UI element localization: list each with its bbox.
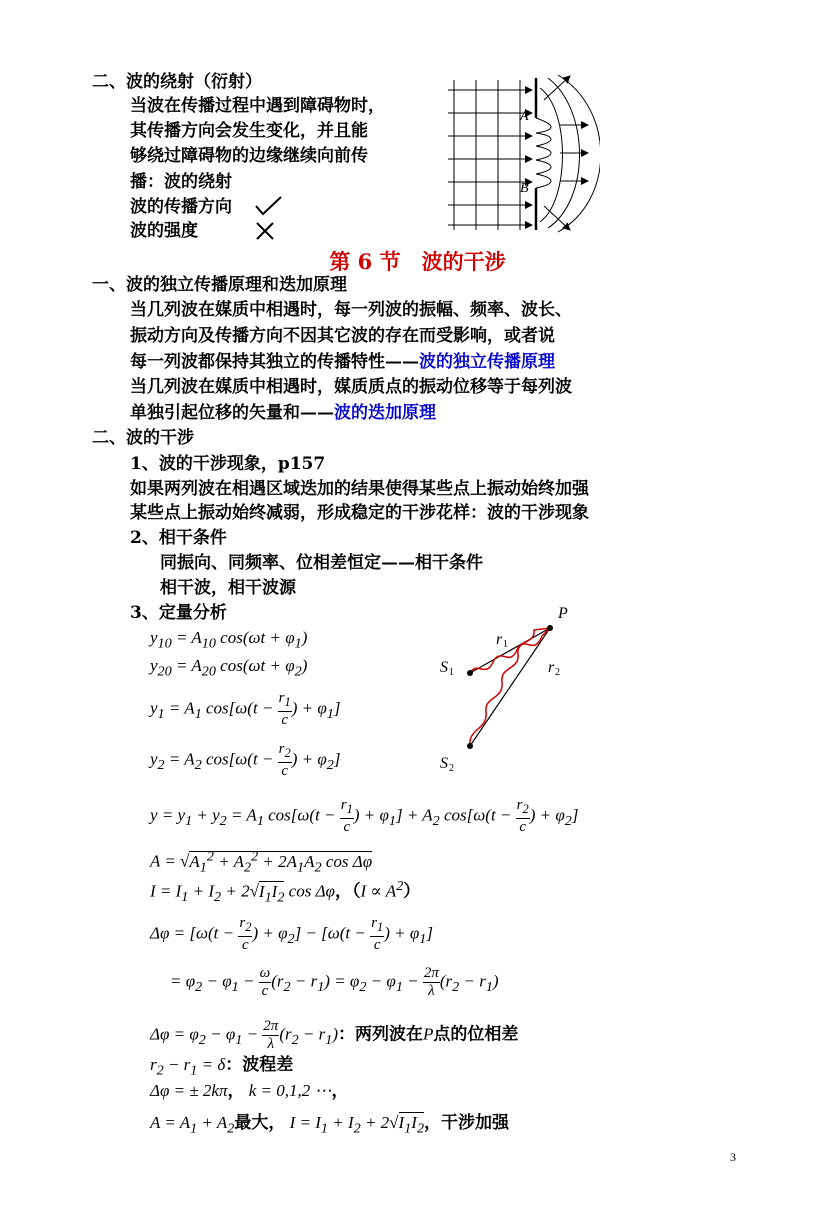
check-mark-icon — [254, 194, 284, 218]
equation-y-sum: $y = y_1 + y_2 = A_1$ cos[ω(t − $\frac{r_1}{c}$ ) + $\varphi_1] + A_2$ cos[ω(t − $\frac{r_2}{c}$ ) + $\varphi_2$] — [150, 797, 579, 835]
independence-heading: 一、波的独立传播原理和迭加原理 — [92, 275, 347, 295]
equation-y10: $y_{10} = A_{10}$ $\cos(\omega t + \varphi_1)$ — [150, 628, 308, 652]
equation-y2: $y_2 = A_2$ cos[ω(t − $\frac{r_2}{c}$ ) + $\varphi_2$] — [150, 741, 341, 779]
interference-heading: 二、波的干涉 — [92, 428, 194, 448]
fig-label-s2: S — [440, 755, 448, 772]
equation-intensity: $I = I_1 + I_2 + 2√I_1I_2$ cos Δφ，$(I \propto A^2)$ — [150, 878, 421, 906]
equation-phase-2: = $\varphi_2 - \varphi_1$ − $\frac{\omega}{c}$ $(r_2 - r_1) = \varphi_2 - \varphi_1$ − $\frac{2\pi}{\lambda}$ $(r_2 - r_1)$ — [170, 965, 499, 999]
fig-label-r1: r — [496, 631, 503, 648]
independence-line-4: 当几列波在媒质中相遇时，媒质质点的振动位移等于每列波 — [130, 377, 572, 397]
cross-mark-icon — [254, 220, 276, 242]
diffraction-diagram — [440, 70, 600, 235]
section-title: 第 6 节 波的干涉 — [329, 249, 506, 274]
interference-sub3: 3、定量分析 — [130, 603, 227, 623]
fig-label-p: P — [558, 605, 568, 622]
equation-y1: $y_1 = A_1$ cos[ω(t − $\frac{r_1}{c}$ ) + $\varphi_1$] — [150, 690, 341, 728]
intensity-label: 波的强度 — [130, 221, 198, 241]
direction-label: 波的传播方向 — [130, 197, 232, 217]
equation-phase-1: Δφ = [ω(t − $\frac{r_2}{c}$ ) + $\varphi_2] - [\omega(t$ − $\frac{r_1}{c}$ ) + $\varphi_1$] — [150, 915, 433, 953]
interference-diagram — [438, 600, 578, 775]
equation-phase-diff: $\Delta\varphi = \varphi_2 - \varphi_1$ − $\frac{2\pi}{\lambda}$ $(r_2 - r_1)$：两列波在P点的位相差 — [150, 1018, 519, 1052]
diffraction-line-1: 当波在传播过程中遇到障碍物时， — [130, 96, 385, 116]
interference-sub1-line1: 如果两列波在相遇区域迭加的结果使得某些点上振动始终加强 — [130, 479, 589, 499]
interference-sub2-line2: 相干波，相干波源 — [160, 578, 296, 598]
diffraction-heading: 二、波的绕射（衍射） — [92, 72, 262, 92]
fig-label-a: A — [520, 109, 529, 124]
svg-text:2: 2 — [449, 763, 454, 774]
equation-max: $A = A_1 + A_2$最大， $I = I_1 + I_2 + 2√I_1I_2$，干涉加强 — [150, 1113, 510, 1137]
equation-amplitude: $A = √A_1^2 + A_2^2 + 2A_1A_2$ cos Δφ — [150, 848, 373, 876]
interference-sub1-line2: 某些点上振动始终减弱，形成稳定的干涉花样：波的干涉现象 — [130, 503, 589, 523]
page-number: 3 — [730, 1150, 736, 1164]
independence-line-3: 每一列波都保持其独立的传播特性——波的独立传播原理 — [130, 352, 555, 372]
svg-text:1: 1 — [503, 639, 508, 650]
diffraction-line-3: 够绕过障碍物的边缘继续向前传 — [130, 146, 368, 166]
fig-label-b: B — [520, 181, 529, 196]
equation-condition: Δφ = ± 2kπ， k = 0,1,2 ⋯， — [150, 1081, 349, 1100]
independence-line-1: 当几列波在媒质中相遇时，每一列波的振幅、频率、波长、 — [130, 300, 572, 320]
fig-label-s1: S — [440, 659, 448, 676]
independence-line-2: 振动方向及传播方向不因其它波的存在而受影响，或者说 — [130, 326, 555, 346]
equation-path-diff: $r_2 - r_1 = \delta$：波程差 — [150, 1055, 294, 1079]
interference-sub1: 1、波的干涉现象，p157 — [130, 454, 326, 474]
independence-line-5: 单独引起位移的矢量和——波的迭加原理 — [130, 403, 436, 423]
diffraction-line-2: 其传播方向会发生变化，并且能 — [130, 121, 368, 141]
svg-text:1: 1 — [449, 667, 454, 678]
interference-sub2-line1: 同振向、同频率、位相差恒定——相干条件 — [160, 553, 483, 573]
equation-y20: $y_{20} = A_{20}$ $\cos(\omega t + \varphi_2)$ — [150, 656, 308, 680]
fig-label-r2: r — [548, 659, 555, 676]
svg-text:2: 2 — [555, 667, 560, 678]
diffraction-line-4: 播：波的绕射 — [130, 172, 232, 192]
interference-sub2: 2、相干条件 — [130, 528, 227, 548]
